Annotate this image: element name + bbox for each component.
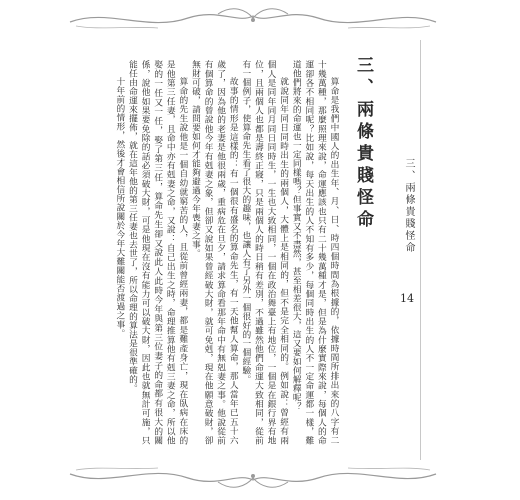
- bottom-ornament: [68, 462, 438, 492]
- chapter-title: 三、兩條貴賤怪命: [353, 56, 373, 232]
- paragraph-1: 算命是我們中國人的出生年、月、日、時四個時間為根據的，依據時間所排出來的八字有二十幾萬種，那麼照理來說，命運應該也只有二十幾萬種才是，但是為什麼實際來說，每個人的命運卻各不相同呢？比如說，每天出生的人不知有多少，每個同時出生的人不一定命運都一樣，難道他們將來的命運也一定同樣嗎？但事實又不盡然，甚至相差很大，這又要如何解釋呢？: [291, 60, 339, 445]
- top-ornament: [68, 4, 438, 34]
- paragraph-2: 就說同年同日同時出生的兩個人，大體上是相同的，但不是完全相同的。例如說：曾經有兩個人是同年同月同日同時生，一生也大致相同，一個在政治舞臺上有地位，一個是在銀行界有地位，且兩個人也都是壽終正寢，只是兩個人的時日稍有差別，不過雖然他們命運大致相同，從前有一個例子，使算命先生看了很大的趣味，也讓人有了另外一個很好的一個經驗。: [240, 60, 289, 445]
- paragraph-4: 算命的先生說他是一個自幼就窮苦的人，且從前曾經兩妻，都是難產身亡，現在臥病在床的是他第三任妻，且命中亦有剋妻之命，又說：自己出生之時，命理推算他有剋三妻之命，所以他娶的一任又一任，娶了第三任，算命先生卻又說此人此時今年與第三位妻子的命都有很大的關係，說他如果要免除的話必須破大財，可是他現在沒有能力可以破大財，因此也就無計可施，只能任由命運來擺佈，就在這年他的第三任妻也去世了，所以命理的算法是很準確的。: [127, 60, 188, 445]
- page-number: 14: [400, 292, 414, 305]
- paragraph-5: 十年前的情形，然後才會相信所說關於今年大難關能否渡過之事。: [114, 77, 125, 339]
- paragraph-3: 故事的情形是這樣的：有一個很有盛名的算命先生，有一天他幫人算命，那人當年已五十六歲了，因為他的老妻是他很兩歲，重病危在旦夕，請求算命看那年命中有無剋妻之事。他說從前有個算命的曾說他今年有剋妻之象，但卻又說如果曾經破大財，就可免剋，現在他願意破財，卻無財可破，請問要如何才能夠避過今年喪妻之事。: [190, 60, 239, 445]
- margin-rule: [420, 40, 421, 460]
- body-text: [114, 60, 340, 445]
- running-header-title: 三、兩條貴賤怪命: [403, 158, 414, 254]
